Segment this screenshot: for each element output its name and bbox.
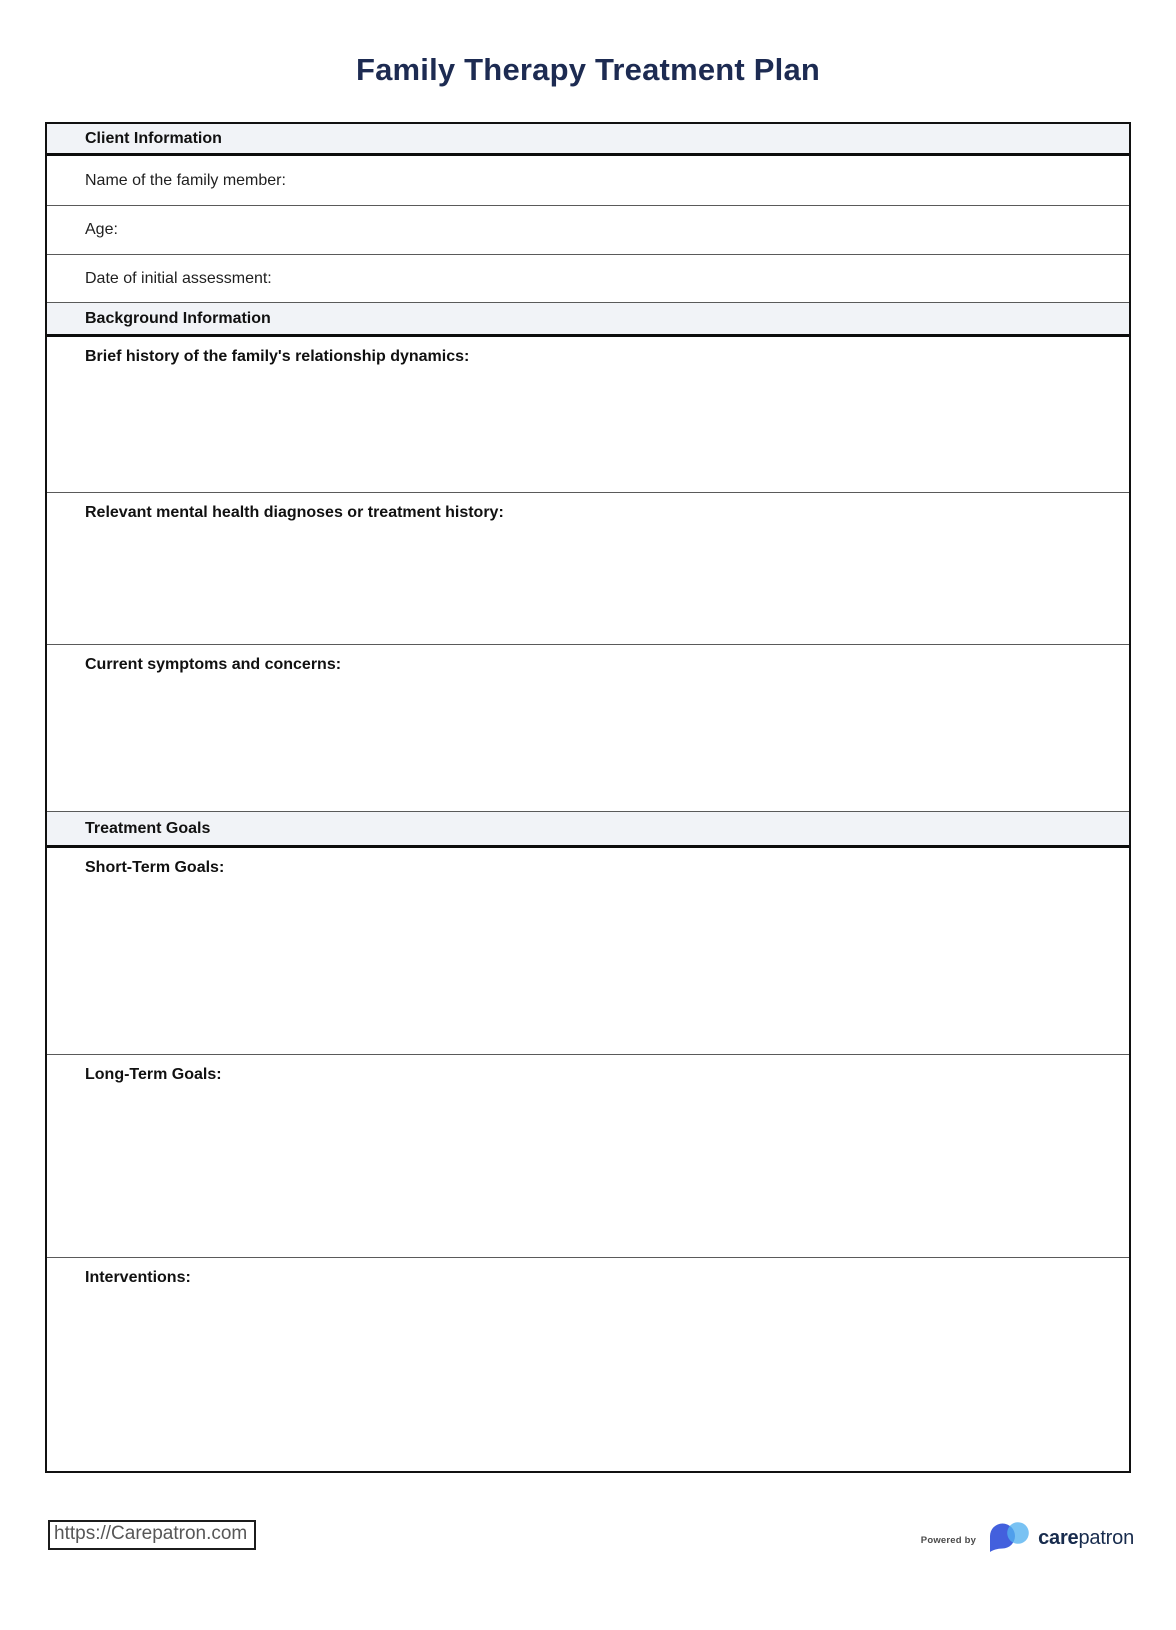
- section-header-label: Background Information: [85, 309, 271, 327]
- field-label: Name of the family member:: [85, 171, 286, 189]
- textarea-row-current-symptoms-concerns[interactable]: [47, 645, 1129, 812]
- field-row-initial-assessment-date[interactable]: [47, 255, 1129, 303]
- textarea-label: Interventions:: [85, 1269, 191, 1286]
- textarea-label: Current symptoms and concerns:: [85, 656, 342, 673]
- textarea-label: Relevant mental health diagnoses or treatment history:: [85, 504, 504, 521]
- carepatron-wordmark: [1038, 1527, 1134, 1550]
- treatment-plan-form-table: [45, 122, 1131, 1473]
- wordmark-patron: patron: [1078, 1526, 1134, 1549]
- section-header-label: Client Information: [85, 129, 222, 147]
- section-header-client-information: [47, 124, 1129, 156]
- page-title: Family Therapy Treatment Plan: [355, 52, 821, 87]
- textarea-row-short-term-goals[interactable]: [47, 848, 1129, 1055]
- field-label: Date of initial assessment:: [85, 269, 272, 287]
- textarea-row-long-term-goals[interactable]: [47, 1055, 1129, 1258]
- field-row-age[interactable]: [47, 206, 1129, 255]
- field-label: Age:: [85, 221, 118, 238]
- carepatron-logo-icon: [987, 1521, 1031, 1555]
- powered-by-brand: [921, 1521, 1134, 1555]
- wordmark-care: care: [1038, 1526, 1079, 1549]
- textarea-row-diagnoses-treatment-history[interactable]: [47, 493, 1129, 645]
- textarea-label: Brief history of the family's relationship dynamics:: [85, 348, 470, 365]
- section-header-treatment-goals: [47, 812, 1129, 848]
- field-row-family-member-name[interactable]: [47, 156, 1129, 206]
- textarea-label: Long-Term Goals:: [85, 1066, 222, 1083]
- section-header-background-information: [47, 303, 1129, 337]
- textarea-label: Short-Term Goals:: [85, 859, 225, 876]
- textarea-row-interventions[interactable]: [47, 1258, 1129, 1471]
- carepatron-link[interactable]: https://Carepatron.com: [48, 1520, 256, 1550]
- section-header-label: Treatment Goals: [85, 819, 211, 837]
- powered-by-label: Powered by: [920, 1534, 977, 1546]
- textarea-row-brief-history[interactable]: [47, 337, 1129, 493]
